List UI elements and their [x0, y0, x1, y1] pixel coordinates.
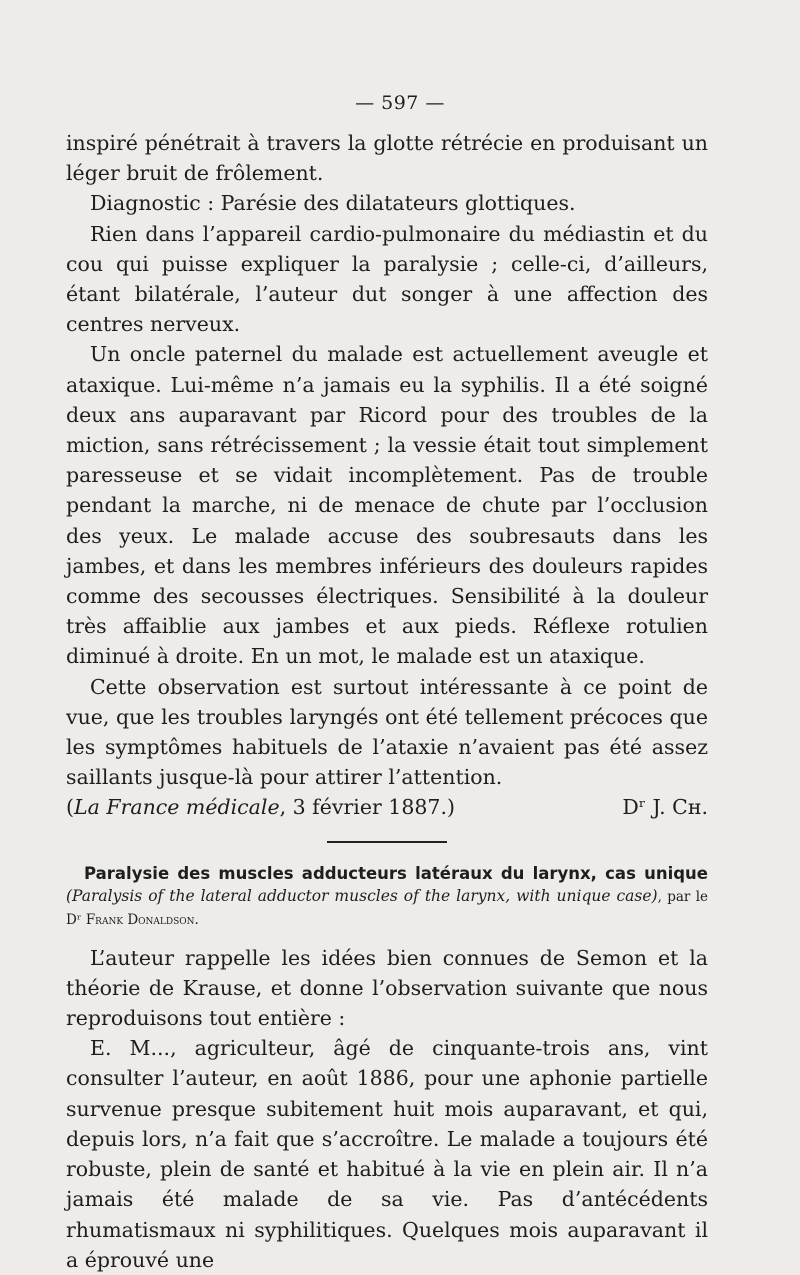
- source-citation-line: [66, 792, 708, 822]
- paragraph: Un oncle paternel du malade est actuellement aveugle et ataxique. Lui-même n’a jamais eu la syphilis. Il a été soigné deux ans auparavant par Ricord pour des troubles de la miction, sans rétrécissement ; la vessie était tout simplement paresseuse et se vidait incomplètement. Pas de trouble pendant la marche, ni de menace de chute par l’occlusion des yeux. Le malade accuse des soubresauts dans les jambes, et dans les membres inférieurs des douleurs rapides comme des secousses électriques. Sensibilité à la douleur très affaiblie aux jambes et aux pieds. Réflexe rotulien diminué à droite. En un mot, le malade est un ataxique.: [66, 342, 708, 669]
- source-citation: (La France médicale, 3 février 1887.): [66, 795, 455, 820]
- paragraph-diagnosis: Diagnostic : Parésie des dilatateurs glottiques.: [90, 191, 576, 216]
- article-title: Paralysie des muscles adducteurs latéraux du larynx, cas unique: [84, 863, 708, 883]
- article-title-english: (Paralysis of the lateral adductor muscles of the larynx, with unique case): [66, 886, 658, 905]
- article-heading: [66, 863, 708, 931]
- paragraph: Cette observation est surtout intéressante à ce point de vue, que les troubles laryngés ont été tellement précoces que les symptômes habituels de l’ataxie n’avaient pas été assez saillants jusque-là pour attirer l’attention.: [66, 674, 708, 790]
- author-name: Frank Donaldson.: [85, 911, 199, 928]
- journal-title: La France médicale: [74, 795, 280, 820]
- section-divider: [327, 841, 447, 843]
- body-text: [66, 128, 708, 1275]
- page-number: — 597 —: [355, 92, 445, 114]
- paragraph: E. M..., agriculteur, âgé de cinquante-trois ans, vint consulter l’auteur, en août 1886, pour une aphonie partielle survenue presque subitement huit mois auparavant, et qui, depuis lors, n’a fait que s’accroître. Le malade a toujours été robuste, plein de santé et habitué à la vie en plein air. Il n’a jamais été malade de sa vie. Pas d’antécédents rhumatismaux ni syphilitiques. Quelques mois auparavant il a éprouvé une: [66, 1036, 708, 1272]
- paragraph: L’auteur rappelle les idées bien connues de Semon et la théorie de Krause, et donne l’observation suivante que nous reproduisons tout entière :: [66, 945, 708, 1031]
- paragraph: Rien dans l’appareil cardio-pulmonaire du médiastin et du cou qui puisse expliquer la paralysie ; celle-ci, d’ailleurs, étant bilatérale, l’auteur dut songer à une affection des centres nerveux.: [66, 221, 708, 337]
- author-prefix: , par le Dʳ: [66, 888, 709, 928]
- paragraph: inspiré pénétrait à travers la glotte rétrécie en produisant un léger bruit de frôlement.: [66, 131, 708, 186]
- author-signature: Dʳ J. Cʜ.: [622, 795, 708, 820]
